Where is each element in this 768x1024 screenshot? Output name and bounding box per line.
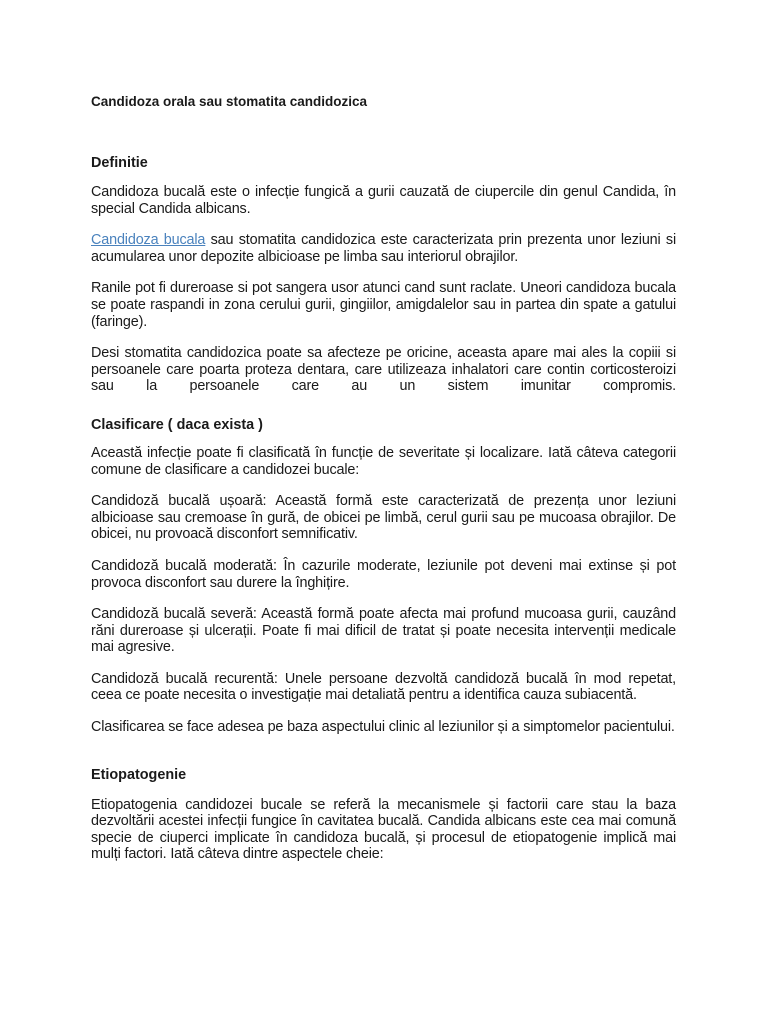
paragraph: Desi stomatita candidozica poate sa afecteze pe oricine, aceasta apare mai ales la copiii si persoanele care poarta proteza dentara, care utilizeaza inhalatori care contin corticosteroizi sau la persoanele care au un sistem imunitar compromis.: [91, 345, 676, 395]
paragraph: Candidoză bucală moderată: În cazurile moderate, leziunile pot deveni mai extinse și pot provoca disconfort sau durere la înghițire.: [91, 557, 676, 591]
section-heading-clasificare: Clasificare ( daca exista ): [91, 416, 263, 433]
paragraph: Etiopatogenia candidozei bucale se referă la mecanismele și factorii care stau la baza dezvoltării acestei infecții fungice în cavitatea bucală. Candida albicans este cea mai comună specie de ciuperci implicate în candidoza bucală, și procesul de etiopatogenie implică mai mulți factori. Iată câteva dintre aspectele cheie:: [91, 796, 676, 863]
paragraph-text: sau stomatita candidozica este caracterizata prin prezenta unor leziuni si acumularea unor depozite albicioase pe limba sau interiorul obrajilor.: [91, 232, 676, 265]
paragraph: Ranile pot fi dureroase si pot sangera usor atunci cand sunt raclate. Uneori candidoza bucala se poate raspandi in zona cerului gurii, gingiilor, amigdalelor sau in partea din spate a gatului (faringe).: [91, 280, 676, 330]
document-body: [91, 94, 676, 863]
paragraph: [91, 232, 676, 265]
paragraph: Candidoza bucală este o infecție fungică a gurii cauzată de ciupercile din genul Candida, în special Candida albicans.: [91, 184, 676, 217]
section-heading-definitie: Definitie: [91, 155, 148, 171]
paragraph: Candidoză bucală recurentă: Unele persoane dezvoltă candidoză bucală în mod repetat, ceea ce poate necesita o investigație mai detaliată pentru a identifica cauza subiacentă.: [91, 670, 676, 704]
section-heading-etiopatogenie: Etiopatogenie: [91, 766, 187, 783]
paragraph: Această infecție poate fi clasificată în funcție de severitate și localizare. Iată câteva categorii comune de clasificare a candidozei bucale:: [91, 444, 676, 478]
document-title: Candidoza orala sau stomatita candidozica: [91, 94, 368, 109]
paragraph: Candidoză bucală severă: Această formă poate afecta mai profund mucoasa gurii, cauzând răni dureroase și ulcerații. Poate fi mai dificil de tratat și poate necesita intervenții medicale mai agresive.: [91, 606, 676, 656]
paragraph: Candidoză bucală ușoară: Această formă este caracterizată de prezența unor leziuni albicioase sau cremoase în gură, de obicei pe limbă, cerul gurii sau pe mucoasa obrajilor. De obicei, nu provoacă disconfort semnificativ.: [91, 493, 676, 543]
candidoza-bucala-link[interactable]: Candidoza bucala: [91, 232, 206, 249]
paragraph: Clasificarea se face adesea pe baza aspectului clinic al leziunilor și a simptomelor pacientului.: [91, 719, 675, 736]
